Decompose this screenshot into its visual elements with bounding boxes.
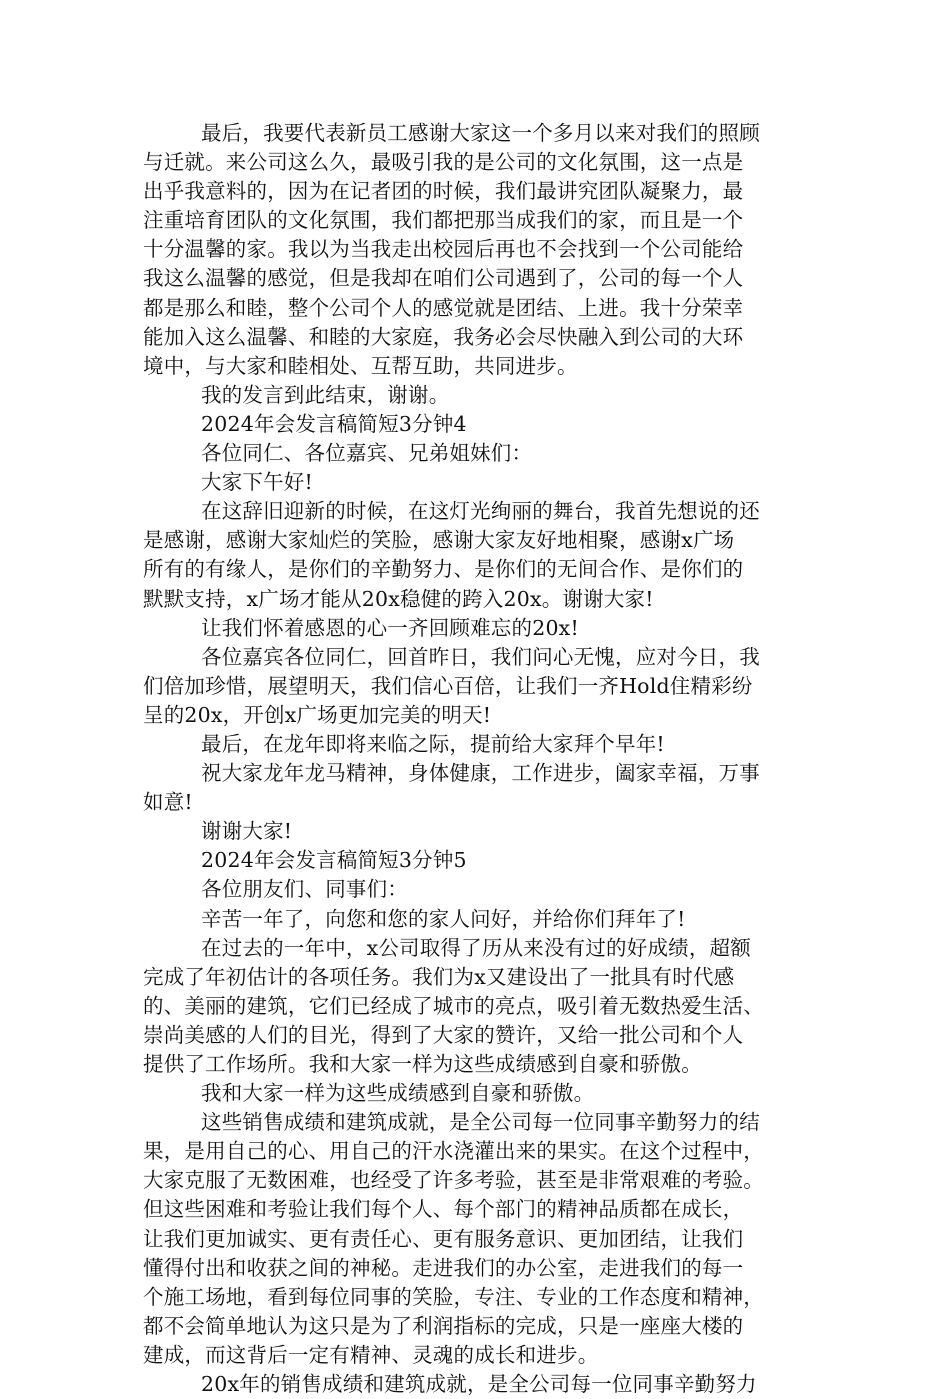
text-line: 所有的有缘人，是你们的辛勤努力、是你们的无间合作、是你们的	[143, 557, 744, 582]
text-line: 让我们更加诚实、更有责任心、更有服务意识、更加团结，让我们	[143, 1226, 744, 1251]
text-line: 完成了年初估计的各项任务。我们为x又建设出了一批具有时代感	[143, 964, 735, 989]
text-line: 各位嘉宾各位同仁，回首昨日，我们问心无愧，应对今日，我	[201, 644, 760, 669]
text-line: 注重培育团队的文化氛围，我们都把那当成我们的家，而且是一个	[143, 208, 744, 233]
text-line: 让我们怀着感恩的心一齐回顾难忘的20x!	[201, 615, 579, 640]
text-line: 懂得付出和收获之间的神秘。走进我们的办公室，走进我们的每一	[143, 1255, 744, 1280]
text-line: 我的发言到此结束，谢谢。	[201, 382, 450, 407]
text-line: 的、美丽的建筑，它们已经成了城市的亮点，吸引着无数热爱生活、	[143, 993, 764, 1018]
text-line: 2024年会发言稿简短3分钟4	[201, 411, 467, 436]
text-line: 最后，在龙年即将来临之际，提前给大家拜个早年!	[201, 731, 665, 756]
text-line: 如意!	[143, 790, 193, 815]
text-line: 各位同仁、各位嘉宾、兄弟姐妹们：	[201, 441, 533, 466]
text-line: 境中，与大家和睦相处、互帮互助，共同进步。	[143, 353, 578, 378]
text-line: 是感谢，感谢大家灿烂的笑脸，感谢大家友好地相聚，感谢x广场	[143, 528, 735, 553]
text-line: 这些销售成绩和建筑成就，是全公司每一位同事辛勤努力的结	[201, 1110, 760, 1135]
text-line: 们倍加珍惜，展望明天，我们信心百倍，让我们一齐Hold住精彩纷	[143, 673, 753, 698]
text-line: 祝大家龙年龙马精神，身体健康，工作进步，阖家幸福，万事	[201, 761, 760, 786]
text-line: 个施工场地，看到每位同事的笑脸，专注、专业的工作态度和精神，	[143, 1284, 764, 1309]
text-line: 都是那么和睦，整个公司个人的感觉就是团结、上进。我十分荣幸	[143, 295, 744, 320]
text-line: 辛苦一年了，向您和您的家人问好，并给你们拜年了!	[201, 906, 686, 931]
text-line: 建成，而这背后一定有精神、灵魂的成长和进步。	[143, 1342, 599, 1367]
text-line: 大家下午好!	[201, 470, 313, 495]
document-body	[143, 119, 807, 1399]
text-line: 出乎我意料的，因为在记者团的时候，我们最讲究团队凝聚力，最	[143, 179, 744, 204]
text-line: 2024年会发言稿简短3分钟5	[201, 848, 467, 873]
text-line: 我和大家一样为这些成绩感到自豪和骄傲。	[201, 1081, 595, 1106]
text-line: 默默支持，x广场才能从20x稳健的跨入20x。谢谢大家!	[143, 586, 654, 611]
text-line: 崇尚美感的人们的目光，得到了大家的赞许，又给一批公司和个人	[143, 1022, 744, 1047]
text-line: 20x年的销售成绩和建筑成就，是全公司每一位同事辛勤努力	[201, 1372, 757, 1397]
text-line: 我这么温馨的感觉，但是我却在咱们公司遇到了，公司的每一个人	[143, 266, 744, 291]
text-line: 都不会简单地认为这只是为了利润指标的完成，只是一座座大楼的	[143, 1313, 744, 1338]
text-line: 十分温馨的家。我以为当我走出校园后再也不会找到一个公司能给	[143, 237, 744, 262]
text-line: 在这辞旧迎新的时候，在这灯光绚丽的舞台，我首先想说的还	[201, 499, 760, 524]
text-line: 能加入这么温馨、和睦的大家庭，我务必会尽快融入到公司的大环	[143, 324, 744, 349]
text-line: 大家克服了无数困难，也经受了许多考验，甚至是非常艰难的考验。	[143, 1168, 764, 1193]
text-line: 在过去的一年中，x公司取得了历从来没有过的好成绩，超额	[201, 935, 751, 960]
text-line: 呈的20x，开创x广场更加完美的明天!	[143, 702, 492, 727]
text-line: 但这些困难和考验让我们每个人、每个部门的精神品质都在成长，	[143, 1197, 744, 1222]
text-line: 各位朋友们、同事们：	[201, 877, 408, 902]
text-line: 最后，我要代表新员工感谢大家这一个多月以来对我们的照顾	[201, 121, 760, 145]
text-line: 果，是用自己的心、用自己的汗水浇灌出来的果实。在这个过程中，	[143, 1139, 764, 1164]
text-line: 谢谢大家!	[201, 819, 293, 844]
text-line: 提供了工作场所。我和大家一样为这些成绩感到自豪和骄傲。	[143, 1052, 702, 1076]
text-line: 与迁就。来公司这么久，最吸引我的是公司的文化氛围，这一点是	[143, 150, 744, 175]
